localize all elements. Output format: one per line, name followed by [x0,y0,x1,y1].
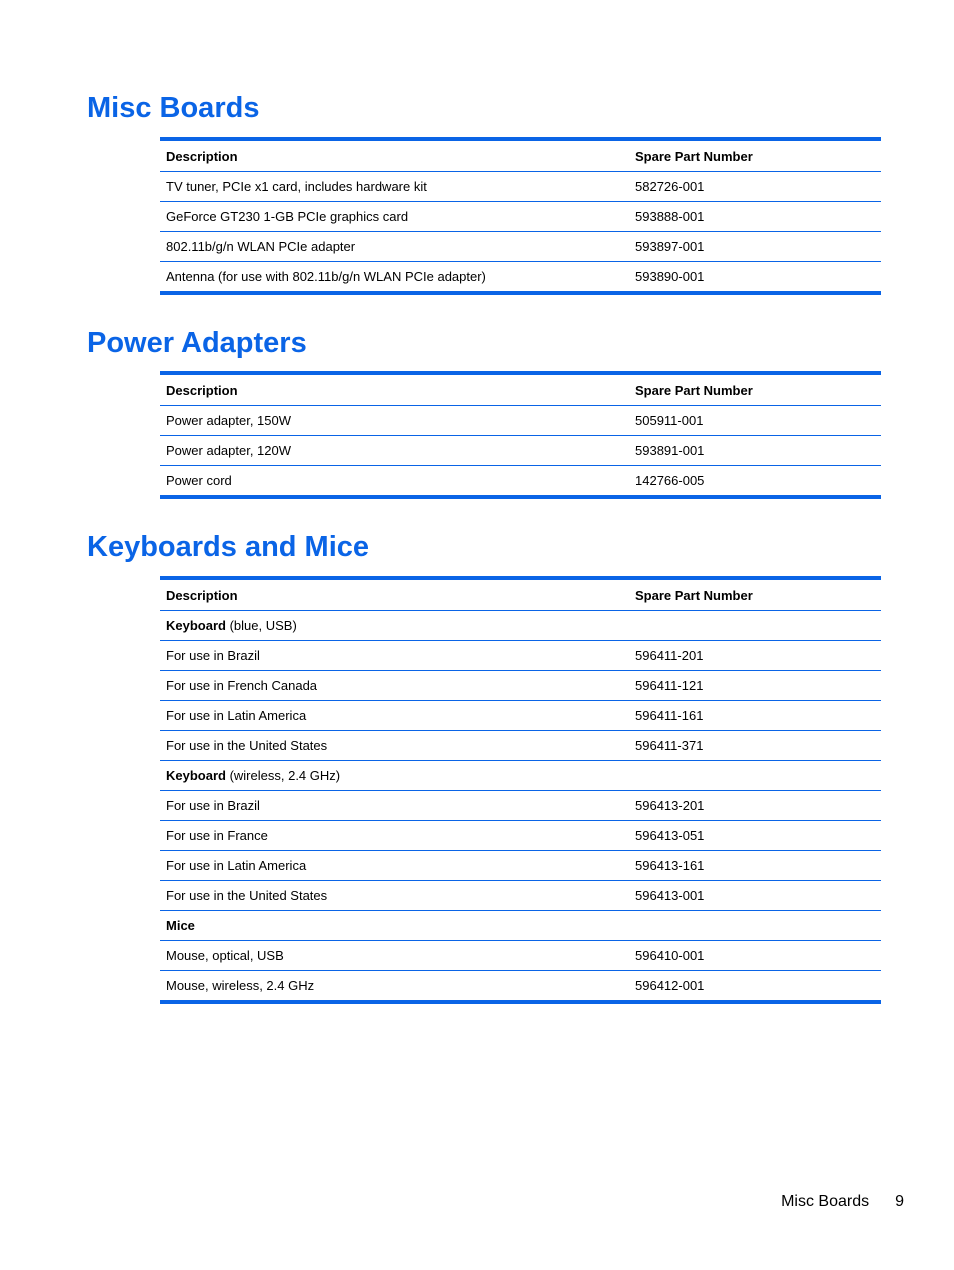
part-number-cell: 593888-001 [629,202,881,232]
table-row [160,701,881,731]
group-row-keyboard-blue-usb [160,611,881,641]
part-number-cell: 596411-371 [629,731,881,761]
description-cell: For use in Latin America [160,851,629,881]
description-cell: For use in France [160,821,629,851]
description-cell: For use in Brazil [160,791,629,821]
column-header-description: Description [160,578,629,611]
table-row [160,202,881,232]
description-cell: For use in Brazil [160,641,629,671]
column-header-spare-part-number: Spare Part Number [629,578,881,611]
power-adapters-table [160,371,881,499]
group-row-keyboard-wireless [160,761,881,791]
part-number-cell: 596411-121 [629,671,881,701]
table-row [160,971,881,1003]
column-header-description: Description [160,373,629,406]
group-label-bold: Mice [166,918,195,933]
group-label-detail: (wireless, 2.4 GHz) [225,768,341,783]
part-number-cell: 593890-001 [635,269,705,284]
description-cell: For use in the United States [160,731,629,761]
description-cell: TV tuner, PCIe x1 card, includes hardware kit [160,172,629,202]
table-row [160,466,881,498]
part-number-cell: 596412-001 [635,978,705,993]
part-number-cell: 596410-001 [629,941,881,971]
column-header-spare-part-number: Spare Part Number [629,373,881,406]
table-header-row [160,578,881,611]
group-label-cell [160,611,629,641]
page-footer [781,1192,904,1211]
table-row [160,406,881,436]
table-row [160,262,881,294]
table-row [160,641,881,671]
description-cell: Power adapter, 120W [160,436,629,466]
table-header-row [160,373,881,406]
description-cell: Mouse, wireless, 2.4 GHz [166,978,315,993]
description-cell: For use in the United States [160,881,629,911]
table-row [160,821,881,851]
description-cell: 802.11b/g/n WLAN PCIe adapter [160,232,629,262]
part-number-cell: 142766-005 [635,473,705,488]
section-title-keyboards-and-mice: Keyboards and Mice [87,531,370,563]
description-cell: Mouse, optical, USB [160,941,629,971]
part-number-cell: 596413-161 [629,851,881,881]
description-cell: For use in French Canada [160,671,629,701]
part-number-cell: 593891-001 [629,436,881,466]
description-cell: Power adapter, 150W [160,406,629,436]
misc-boards-table [160,137,881,295]
group-label-cell [160,911,629,941]
part-number-cell: 596413-051 [629,821,881,851]
part-number-cell: 593897-001 [629,232,881,262]
table-row [160,671,881,701]
group-row-mice [160,911,881,941]
description-cell: Power cord [166,473,232,488]
part-number-cell-empty [629,761,881,791]
section-title-power-adapters: Power Adapters [87,327,307,359]
table-row [160,791,881,821]
keyboards-and-mice-table [160,576,881,1004]
description-cell: GeForce GT230 1-GB PCIe graphics card [160,202,629,232]
part-number-cell: 505911-001 [629,406,881,436]
footer-section-name: Misc Boards [781,1193,870,1210]
table-row [160,941,881,971]
column-header-description: Description [160,139,629,172]
section-title-misc-boards: Misc Boards [87,92,260,124]
description-cell: For use in Latin America [160,701,629,731]
table-row [160,881,881,911]
group-label-bold: Keyboard [166,618,226,633]
description-cell: Antenna (for use with 802.11b/g/n WLAN PCIe adapter) [166,269,486,284]
part-number-cell: 596413-001 [629,881,881,911]
group-label-cell [160,761,629,791]
group-label-detail: (blue, USB) [225,618,297,633]
table-row [160,731,881,761]
part-number-cell: 582726-001 [629,172,881,202]
group-label-bold: Keyboard [166,768,226,783]
table-row [160,232,881,262]
part-number-cell: 596413-201 [629,791,881,821]
page-number: 9 [895,1193,904,1210]
table-header-row [160,139,881,172]
part-number-cell-empty [629,611,881,641]
table-row [160,851,881,881]
part-number-cell-empty [629,911,881,941]
column-header-spare-part-number: Spare Part Number [629,139,881,172]
table-row [160,172,881,202]
part-number-cell: 596411-201 [629,641,881,671]
part-number-cell: 596411-161 [629,701,881,731]
table-row [160,436,881,466]
